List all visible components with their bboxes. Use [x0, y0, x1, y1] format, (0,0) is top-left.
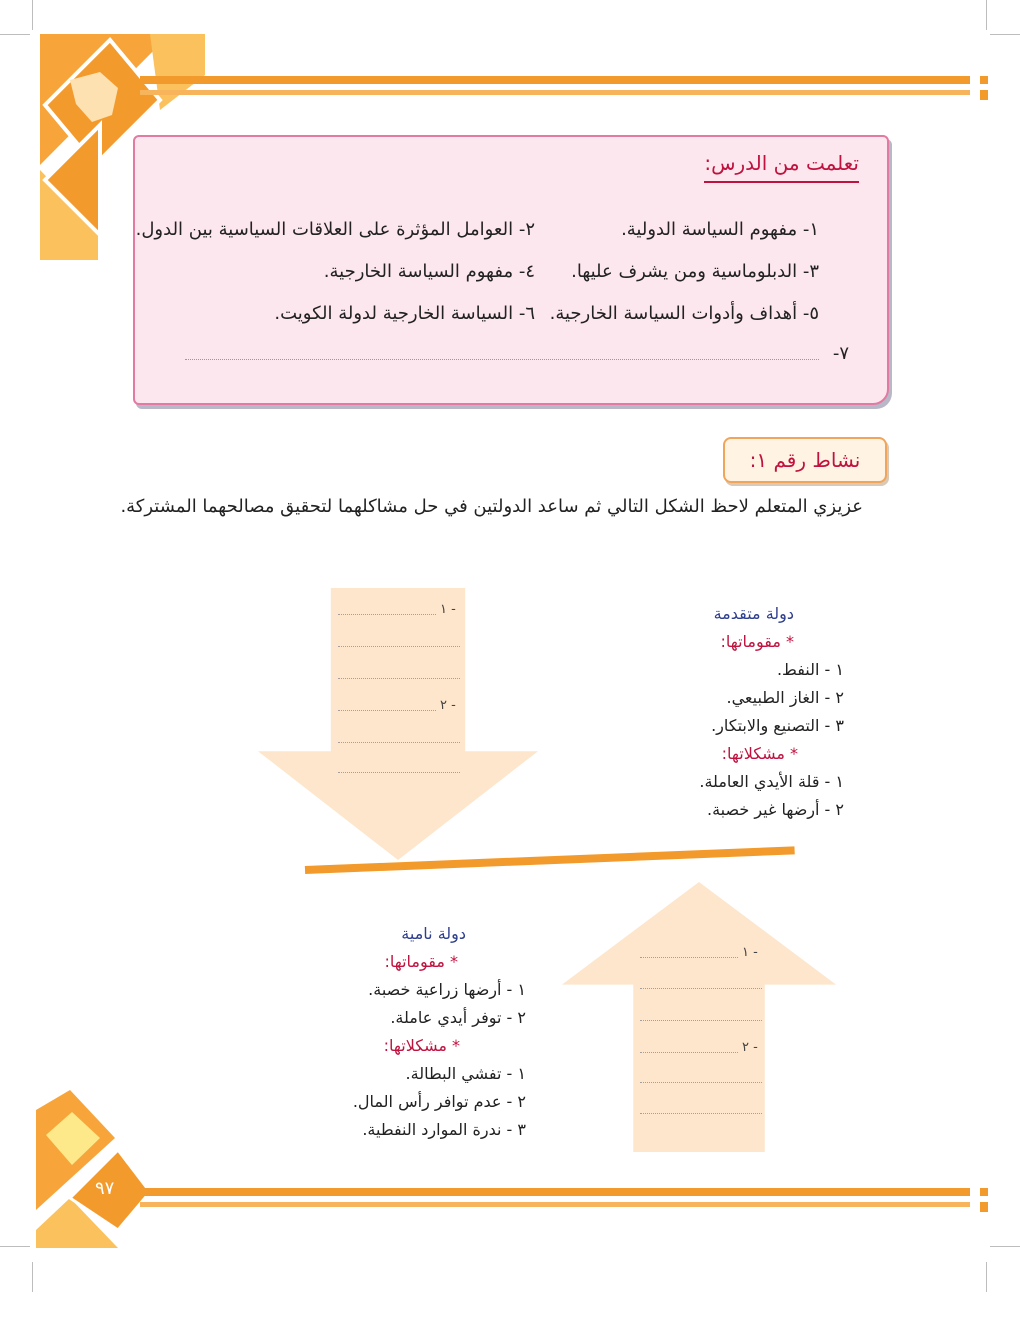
answer-slot[interactable]: [640, 1113, 762, 1114]
page-number: ٩٧: [95, 1178, 115, 1199]
summary-item: ٣- الدبلوماسية ومن يشرف عليها.: [571, 261, 819, 282]
crop-mark: [986, 0, 987, 30]
crop-mark: [990, 1246, 1020, 1247]
developed-problems-title: * مشكلاتها:: [721, 744, 798, 763]
developing-assets-title: * مقوماتها:: [384, 952, 458, 971]
activity-instruction: عزيزي المتعلم لاحظ الشكل التالي ثم ساعد الدولتين في حل مشاكلهما لتحقيق مصالحهما المشتركة.: [120, 496, 863, 517]
crop-mark: [986, 1262, 987, 1292]
corner-decoration-bottom: [0, 1080, 170, 1260]
slot-number: ٢ -: [742, 1040, 758, 1055]
answer-slot[interactable]: [338, 772, 460, 773]
developed-problem: ٢ - أرضها غير خصبة.: [707, 800, 844, 819]
answer-slot[interactable]: [338, 646, 460, 647]
developing-problems-title: * مشكلاتها:: [383, 1036, 460, 1055]
answer-slot[interactable]: [338, 710, 436, 711]
developing-problem: ٣ - ندرة الموارد النفطية.: [362, 1120, 526, 1139]
arrow-up: [562, 882, 836, 1152]
answer-slot[interactable]: [640, 1082, 762, 1083]
answer-slot[interactable]: [640, 1020, 762, 1021]
summary-item-blank: ٧-: [832, 343, 849, 364]
developing-problem: ١ - تفشي البطالة.: [405, 1064, 526, 1083]
answer-slot[interactable]: [640, 957, 738, 958]
summary-item: ١- مفهوم السياسة الدولية.: [621, 219, 819, 240]
divider-line: [305, 846, 795, 874]
summary-item: ٥- أهداف وأدوات السياسة الخارجية.: [549, 303, 819, 324]
slot-number: ٢ -: [440, 698, 456, 713]
crop-mark: [32, 1262, 33, 1292]
lesson-summary-title: تعلمت من الدرس:: [704, 151, 859, 183]
top-band: [140, 76, 970, 100]
developed-asset: ٣ - التصنيع والابتكار.: [711, 716, 844, 735]
developed-assets-title: * مقوماتها:: [720, 632, 794, 651]
developing-country-title: دولة نامية: [401, 924, 466, 943]
answer-slot[interactable]: [338, 678, 460, 679]
answer-line[interactable]: [185, 359, 819, 360]
activity-badge: نشاط رقم ١:: [723, 437, 887, 483]
developed-country-title: دولة متقدمة: [713, 604, 794, 623]
answer-slot[interactable]: [640, 988, 762, 989]
arrow-down: [258, 588, 538, 860]
summary-item: ٦- السياسة الخارجية لدولة الكويت.: [274, 303, 535, 324]
lesson-summary-box: [133, 135, 889, 405]
crop-mark: [990, 34, 1020, 35]
answer-slot[interactable]: [338, 614, 436, 615]
summary-item: ٤- مفهوم السياسة الخارجية.: [323, 261, 535, 282]
developing-problem: ٢ - عدم توافر رأس المال.: [352, 1092, 526, 1111]
developed-asset: ١ - النفط.: [776, 660, 844, 679]
bottom-band: [140, 1188, 970, 1212]
developing-asset: ٢ - توفر أيدي عاملة.: [390, 1008, 526, 1027]
summary-item: ٢- العوامل المؤثرة على العلاقات السياسية بين الدول.: [135, 219, 535, 240]
developing-asset: ١ - أرضها زراعية خصبة.: [368, 980, 526, 999]
answer-slot[interactable]: [640, 1052, 738, 1053]
answer-slot[interactable]: [338, 742, 460, 743]
developed-problem: ١ - قلة الأيدي العاملة.: [699, 772, 844, 791]
developed-asset: ٢ - الغاز الطبيعي.: [726, 688, 844, 707]
slot-number: ١ -: [440, 602, 456, 617]
slot-number: ١ -: [742, 945, 758, 960]
